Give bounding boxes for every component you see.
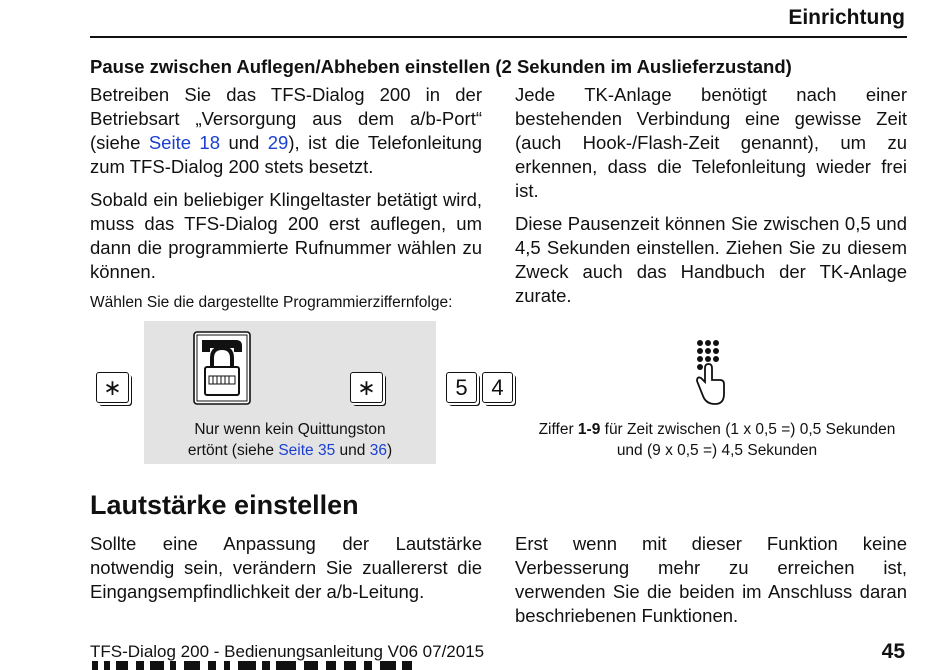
paragraph: Sollte eine Anpassung der Lautstärke notwendig sein, verändern Sie zuallererst die Eingangsempfindlichkeit der a/b-Leitung.: [90, 533, 482, 602]
star-key: ∗: [96, 372, 129, 403]
paragraph: Sobald ein beliebiger Klingeltaster betätigt wird, muss das TFS-Dialog 200 erst auflegen, um dann die programmierte Rufnummer wählen zu können.: [90, 189, 482, 282]
page-link-35[interactable]: Seite 35: [278, 442, 336, 459]
footer-barcode-marks: [90, 658, 420, 670]
digit-caption: Ziffer 1-9 für Zeit zwischen (1 x 0,5 =) 0,5 Sekunden und (9 x 0,5 =) 4,5 Sekunden: [538, 421, 896, 459]
page-link-36[interactable]: 36: [369, 442, 387, 459]
paragraph: Diese Pausenzeit können Sie zwischen 0,5 und 4,5 Sekunden einstellen. Ziehen Sie zu diesem Zweck auch das Handbuch der TK-Anlage zurate.: [515, 213, 907, 306]
right-column: [515, 83, 907, 317]
page-header-title: Einrichtung: [788, 6, 905, 29]
footer-document-title: TFS-Dialog 200 - Bedienungsanleitung V06 07/2015: [90, 642, 485, 661]
volume-right-column: [515, 532, 907, 637]
handset-lock-icon: [192, 330, 252, 406]
page-link-18[interactable]: Seite 18: [148, 132, 221, 153]
paragraph: Jede TK-Anlage benötigt nach einer bestehenden Verbindung eine gewisse Zeit (auch Hook-/Flash-Zeit genannt), um zu erkennen, dass die Telefonleitung wieder frei ist.: [515, 84, 907, 201]
instruction-text: Wählen Sie die dargestellte Programmierziffernfolge:: [90, 294, 453, 311]
page-link-29[interactable]: 29: [267, 132, 289, 153]
volume-left-column: [90, 532, 482, 613]
page-number: 45: [881, 640, 905, 663]
star-key: ∗: [350, 372, 383, 403]
keypad-finger-icon: [693, 338, 729, 410]
paragraph: Betreiben Sie das TFS-Dialog 200 in der Betriebsart „Versorgung aus dem a/b-Port“ (siehe Seite 18 und 29), ist die Telefonleitung zum TFS-Dialog 200 stets besetzt.: [90, 84, 482, 177]
optional-step-caption: Nur wenn kein Quittungston ertönt (siehe Seite 35 und 36): [187, 421, 393, 459]
header-rule: [90, 36, 907, 38]
left-column: [90, 83, 482, 293]
paragraph: Erst wenn mit dieser Funktion keine Verbesserung mehr zu erreichen ist, verwenden Sie die beiden im Anschluss daran beschriebenen Funktionen.: [515, 533, 907, 626]
volume-heading: Lautstärke einstellen: [90, 490, 359, 520]
section-title: Pause zwischen Auflegen/Abheben einstellen (2 Sekunden im Auslieferzustand): [90, 56, 792, 77]
digit-5-key: 5: [446, 372, 477, 403]
digit-4-key: 4: [482, 372, 513, 403]
